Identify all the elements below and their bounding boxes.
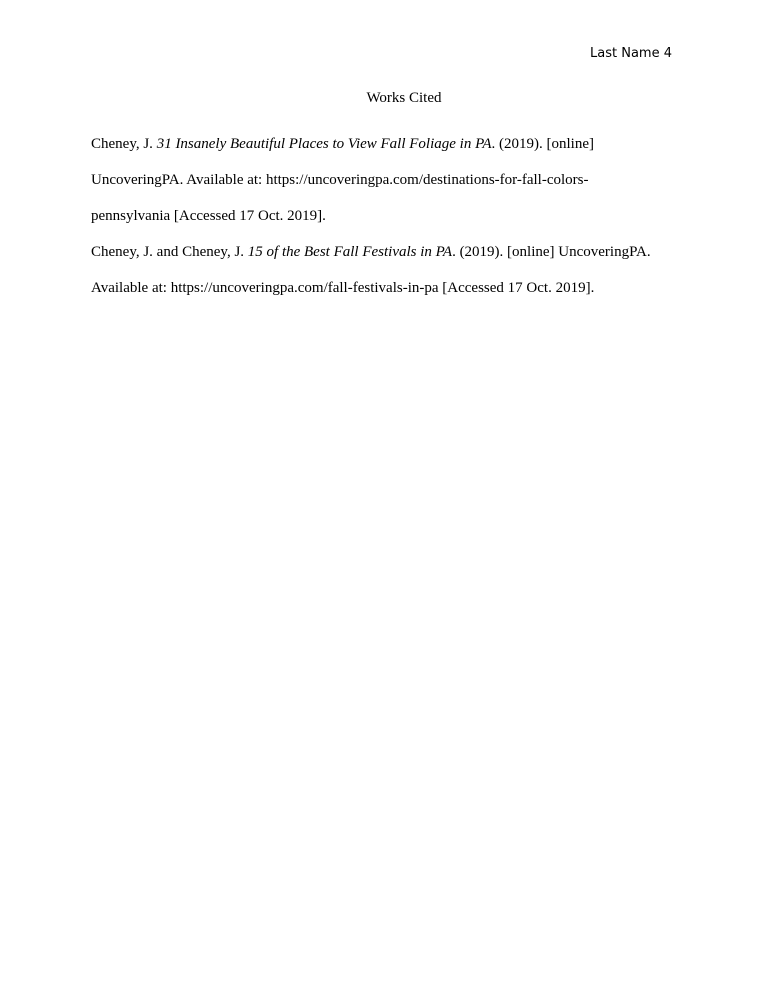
citation-authors: Cheney, J. — [91, 136, 153, 152]
citation-work-title: 31 Insanely Beautiful Places to View Fall Foliage in PA — [156, 136, 492, 152]
citation-entry — [91, 126, 672, 234]
citation-line: UncoveringPA. Available at: https://uncoveringpa.com/destinations-for-fall-colors- — [91, 172, 589, 188]
works-cited-title: Works Cited — [366, 90, 442, 106]
citation-details: . (2019). [online] — [491, 136, 594, 152]
running-head: Last Name 4 — [590, 46, 672, 61]
citation-authors: Cheney, J. and Cheney, J. — [91, 244, 245, 260]
citation-line: pennsylvania [Accessed 17 Oct. 2019]. — [91, 208, 326, 224]
citation-line: Available at: https://uncoveringpa.com/fall-festivals-in-pa [Accessed 17 Oct. 2019]. — [91, 280, 595, 296]
works-cited-list — [91, 126, 672, 306]
citation-line — [91, 126, 672, 162]
citation-entry — [91, 234, 672, 306]
citation-line — [91, 234, 672, 270]
citation-work-title: 15 of the Best Fall Festivals in PA — [247, 244, 453, 260]
citation-details: . (2019). [online] UncoveringPA. — [452, 244, 651, 260]
